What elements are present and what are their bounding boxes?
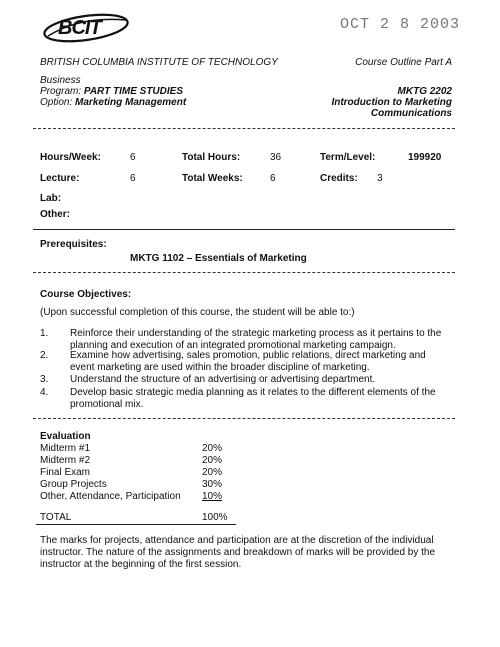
objectives-title: Course Objectives: [40,289,132,300]
objective-number: 1. [40,328,49,339]
lecture-value: 6 [130,173,136,184]
evaluation-value: 10% [202,491,223,502]
table-row [40,443,222,455]
evaluation-label: Midterm #2 [40,455,91,466]
total-label: TOTAL [40,512,72,523]
program-line [40,86,183,97]
divider [33,128,455,129]
evaluation-label: Other, Attendance, Participation [40,491,181,502]
table-row [40,431,222,443]
school-name: Business [40,75,81,86]
objective-text: Understand the structure of an advertising or advertising department. [70,374,376,385]
option-value: Marketing Management [75,97,187,108]
total-weeks-value: 6 [270,173,276,184]
objectives-intro: (Upon successful completion of this course, the student will be able to:) [40,307,355,318]
logo-text: BCIT [58,17,101,39]
total-value: 100% [202,512,228,523]
evaluation-value: 30% [202,479,223,490]
received-date-stamp: OCT 2 8 2003 [339,16,460,33]
objective-number: 2. [40,350,49,361]
divider [33,229,455,230]
total-hours-label: Total Hours: [182,152,241,163]
divider [33,272,455,273]
credits-value: 3 [377,173,383,184]
objective-text: Develop basic strategic media planning as it relates to the different elements of the promotional mix. [70,387,436,410]
course-code: MKTG 2202 [397,86,452,97]
total-hours-value: 36 [270,152,282,163]
course-title-line-1: Introduction to Marketing [331,97,452,108]
bcit-logo [40,10,132,44]
marks-note: The marks for projects, attendance and participation are at the discretion of the individual instructor. The nature of the assignments and breakdown of marks will be provided by the instructor at the beginning of the first session. [40,535,436,570]
table-row [40,455,222,467]
program-label: Program: [40,86,82,97]
evaluation-title: Evaluation [40,431,91,442]
term-level-value: 199920 [408,152,442,163]
objective-number: 3. [40,374,49,385]
term-level-label: Term/Level: [320,152,376,163]
evaluation-label: Final Exam [40,467,91,478]
evaluation-value: 20% [202,467,223,478]
lecture-label: Lecture: [40,173,80,184]
evaluation-label: Midterm #1 [40,443,91,454]
objective-text: Reinforce their understanding of the strategic marketing process as it pertains to the planning and execution of an integrated promotional marketing campaign. [70,328,442,351]
evaluation-table [40,431,222,503]
total-weeks-label: Total Weeks: [182,173,243,184]
divider [33,418,455,419]
table-row [40,467,222,479]
option-line [40,97,186,108]
table-row [40,491,222,503]
evaluation-label: Group Projects [40,479,107,490]
course-title-line-2: Communications [370,108,452,119]
credits-label: Credits: [320,173,358,184]
prerequisites-label: Prerequisites: [40,239,107,250]
other-label: Other: [40,209,70,220]
hours-week-value: 6 [130,152,136,163]
institute-name: BRITISH COLUMBIA INSTITUTE OF TECHNOLOGY [40,57,278,68]
total-underline [36,524,236,525]
prerequisite-course: MKTG 1102 – Essentials of Marketing [130,253,307,264]
evaluation-value: 20% [202,443,223,454]
lab-label: Lab: [40,193,62,204]
outline-part: Course Outline Part A [355,57,452,68]
objective-number: 4. [40,387,49,398]
hours-week-label: Hours/Week: [40,152,101,163]
evaluation-value: 20% [202,455,223,466]
objective-text: Examine how advertising, sales promotion, public relations, direct marketing and event marketing are used within the broader discipline of marketing. [70,350,426,373]
program-value: PART TIME STUDIES [83,86,183,97]
option-label: Option: [40,97,73,108]
table-row [40,479,222,491]
